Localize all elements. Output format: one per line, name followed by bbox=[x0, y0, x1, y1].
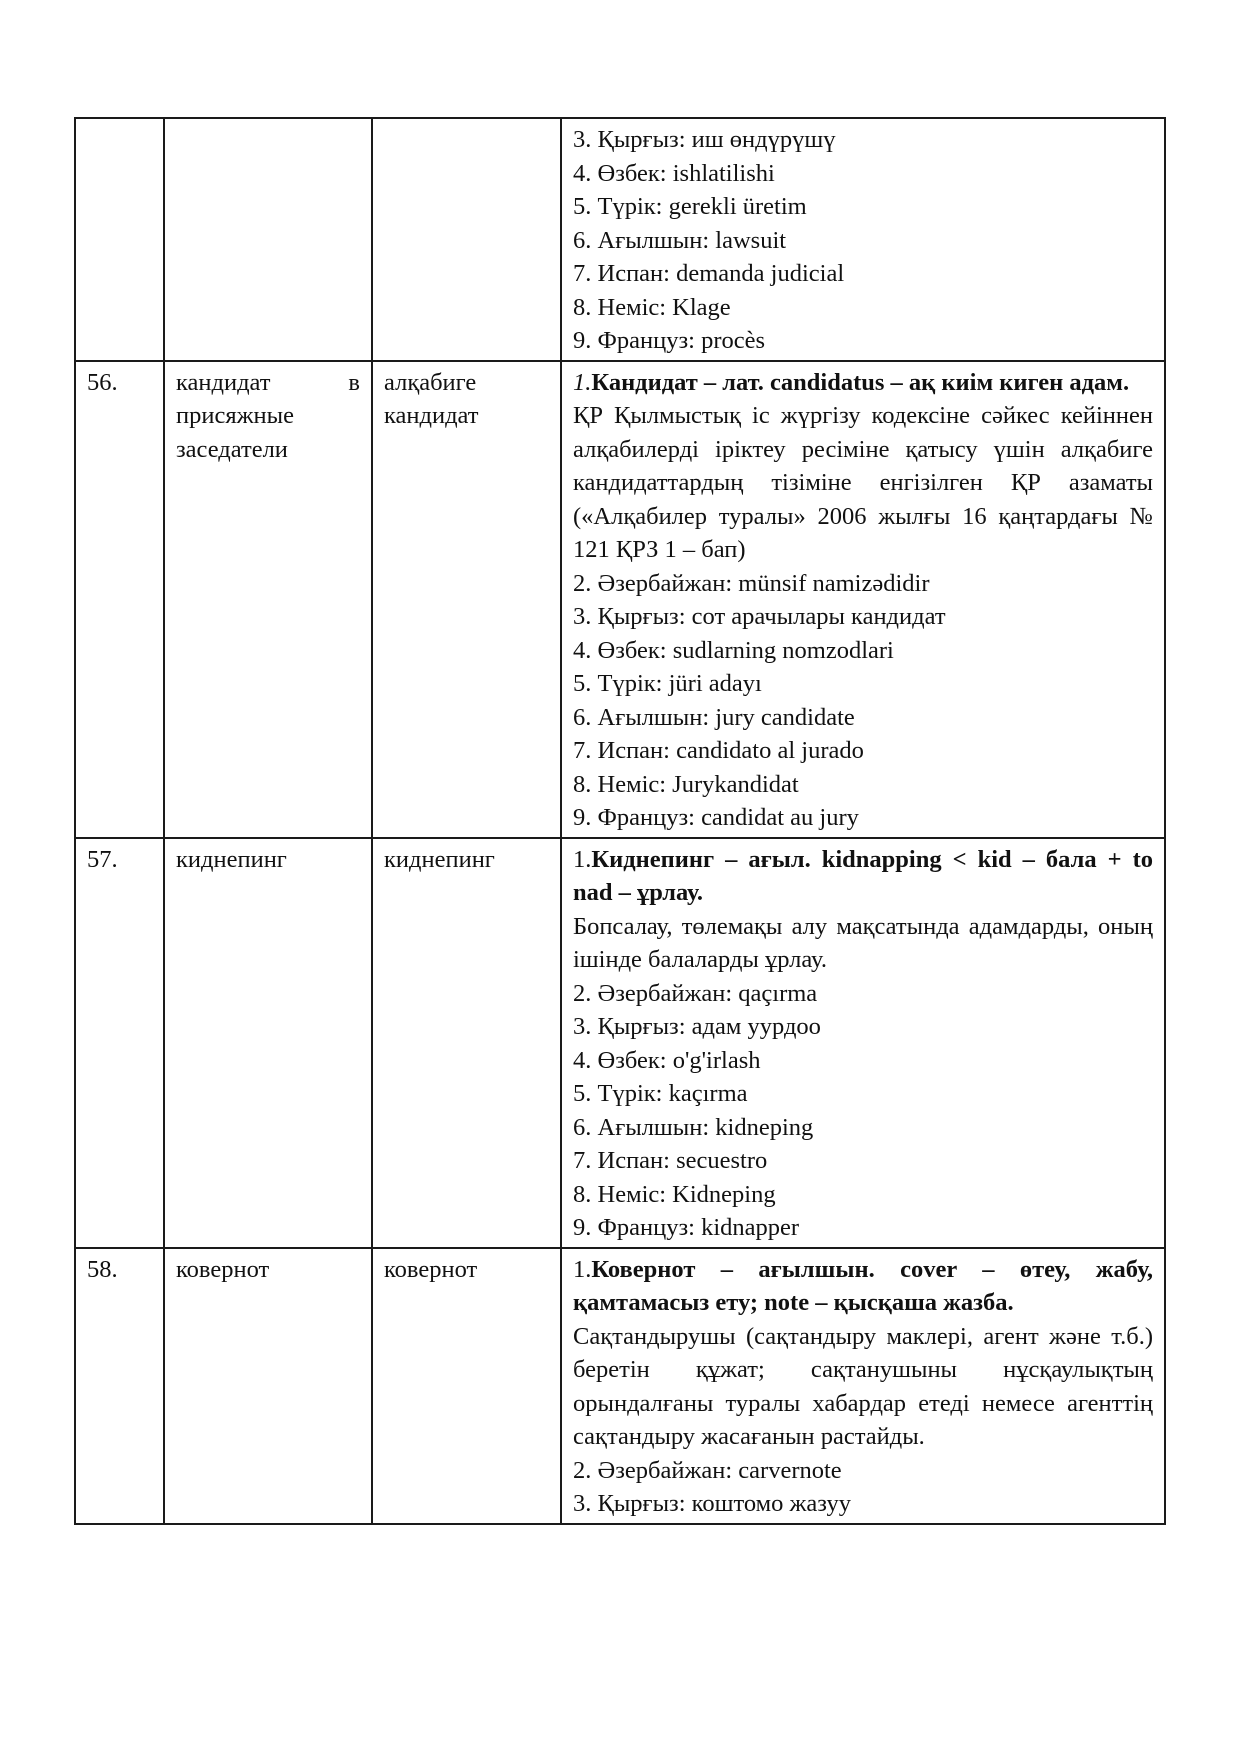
term-russian bbox=[164, 118, 372, 361]
table-row bbox=[75, 838, 1165, 1248]
term-russian-word: кандидат bbox=[176, 368, 271, 396]
row-number: 57. bbox=[75, 838, 164, 1248]
translation-line: 8. Неміс: Jurykandidat bbox=[573, 770, 799, 798]
term-kazakh bbox=[372, 118, 561, 361]
table-row bbox=[75, 1248, 1165, 1524]
definition-heading bbox=[573, 843, 1153, 910]
heading-etymology: Кандидат – лат. candidatus – ақ киім киген адам. bbox=[591, 368, 1130, 396]
glossary-table bbox=[74, 117, 1166, 1525]
translation-line: 3. Қырғыз: сот арачылары кандидат bbox=[573, 603, 946, 630]
translation-line: 5. Түрік: gerekli üretim bbox=[573, 193, 807, 220]
definition-cell bbox=[561, 118, 1165, 361]
translation-line: 9. Француз: kidnapper bbox=[573, 1214, 800, 1241]
table-row bbox=[75, 118, 1165, 361]
term-russian: ковернот bbox=[164, 1248, 372, 1524]
translation-line: 6. Ағылшын: kidneping bbox=[573, 1113, 814, 1141]
definition-cell bbox=[561, 1248, 1165, 1524]
translation-line: 9. Француз: candidat au jury bbox=[573, 804, 859, 831]
translation-line: 3. Қырғыз: иш өндүрүшү bbox=[573, 126, 836, 153]
translation-line: 2. Әзербайжан: carvernote bbox=[573, 1456, 842, 1484]
heading-number: 1. bbox=[573, 368, 592, 396]
definition-cell bbox=[561, 838, 1165, 1248]
row-number bbox=[75, 118, 164, 361]
translation-line: 7. Испан: secuestro bbox=[573, 1147, 768, 1174]
translation-line: 4. Өзбек: ishlatilishi bbox=[573, 159, 775, 187]
heading-number: 1. bbox=[573, 1255, 592, 1283]
term-kazakh: алқабиге кандидат bbox=[372, 361, 561, 838]
translation-line: 5. Түрік: jüri adayı bbox=[573, 670, 762, 697]
definition-heading bbox=[573, 366, 1153, 400]
definition-text: ҚР Қылмыстық іс жүргізу кодексіне сәйкес кейіннен алқабилерді іріктеу ресіміне қатысу үшін алқабиге кандидаттардың тізіміне енгізілген ҚР азаматы («Алқабилер туралы» 2006 жылғы 16 қаңтардағы № 121 ҚРЗ 1 – бап) bbox=[573, 402, 1153, 563]
definition-text: Сақтандырушы (сақтандыру маклері, агент және т.б.) беретін құжат; сақтанушыны нұсқаулықтың орындалғаны туралы хабардар етеді немесе агенттің сақтандыру жасағанын растайды. bbox=[573, 1322, 1153, 1450]
row-number: 56. bbox=[75, 361, 164, 838]
row-number: 58. bbox=[75, 1248, 164, 1524]
translation-line: 8. Неміс: Kidneping bbox=[573, 1180, 776, 1208]
term-russian-rest: присяжные заседатели bbox=[176, 402, 294, 463]
heading-number: 1. bbox=[573, 845, 592, 873]
term-russian-word: в bbox=[348, 368, 360, 396]
translation-line: 4. Өзбек: o'g'irlash bbox=[573, 1046, 761, 1074]
translation-line: 3. Қырғыз: коштомо жазуу bbox=[573, 1490, 851, 1517]
translation-line: 2. Әзербайжан: münsif namizədidir bbox=[573, 569, 930, 597]
term-russian bbox=[164, 361, 372, 838]
translation-line: 7. Испан: demanda judicial bbox=[573, 260, 845, 287]
translation-line: 6. Ағылшын: jury candidate bbox=[573, 703, 855, 731]
translation-line: 9. Француз: procès bbox=[573, 327, 766, 354]
translation-line: 2. Әзербайжан: qaçırma bbox=[573, 979, 818, 1007]
heading-etymology: Ковернот – ағылшын. cover – өтеу, жабу, қамтамасыз ету; note – қысқаша жазба. bbox=[573, 1255, 1153, 1316]
definition-heading bbox=[573, 1253, 1153, 1320]
translation-line: 7. Испан: candidato al jurado bbox=[573, 737, 864, 764]
definition-cell bbox=[561, 361, 1165, 838]
term-kazakh: ковернот bbox=[372, 1248, 561, 1524]
translation-line: 3. Қырғыз: адам уурдоо bbox=[573, 1013, 821, 1040]
heading-etymology: Киднепинг – ағыл. kidnapping < kid – бала + to nad – ұрлау. bbox=[573, 845, 1153, 906]
translation-line: 8. Неміс: Klage bbox=[573, 293, 731, 321]
translation-line: 4. Өзбек: sudlarning nomzodlari bbox=[573, 636, 894, 664]
translation-line: 5. Түрік: kaçırma bbox=[573, 1080, 748, 1107]
table-row bbox=[75, 361, 1165, 838]
translation-line: 6. Ағылшын: lawsuit bbox=[573, 226, 787, 254]
term-russian: киднепинг bbox=[164, 838, 372, 1248]
term-kazakh: киднепинг bbox=[372, 838, 561, 1248]
definition-text: Бопсалау, төлемақы алу мақсатында адамдарды, оның ішінде балаларды ұрлау. bbox=[573, 912, 1153, 973]
